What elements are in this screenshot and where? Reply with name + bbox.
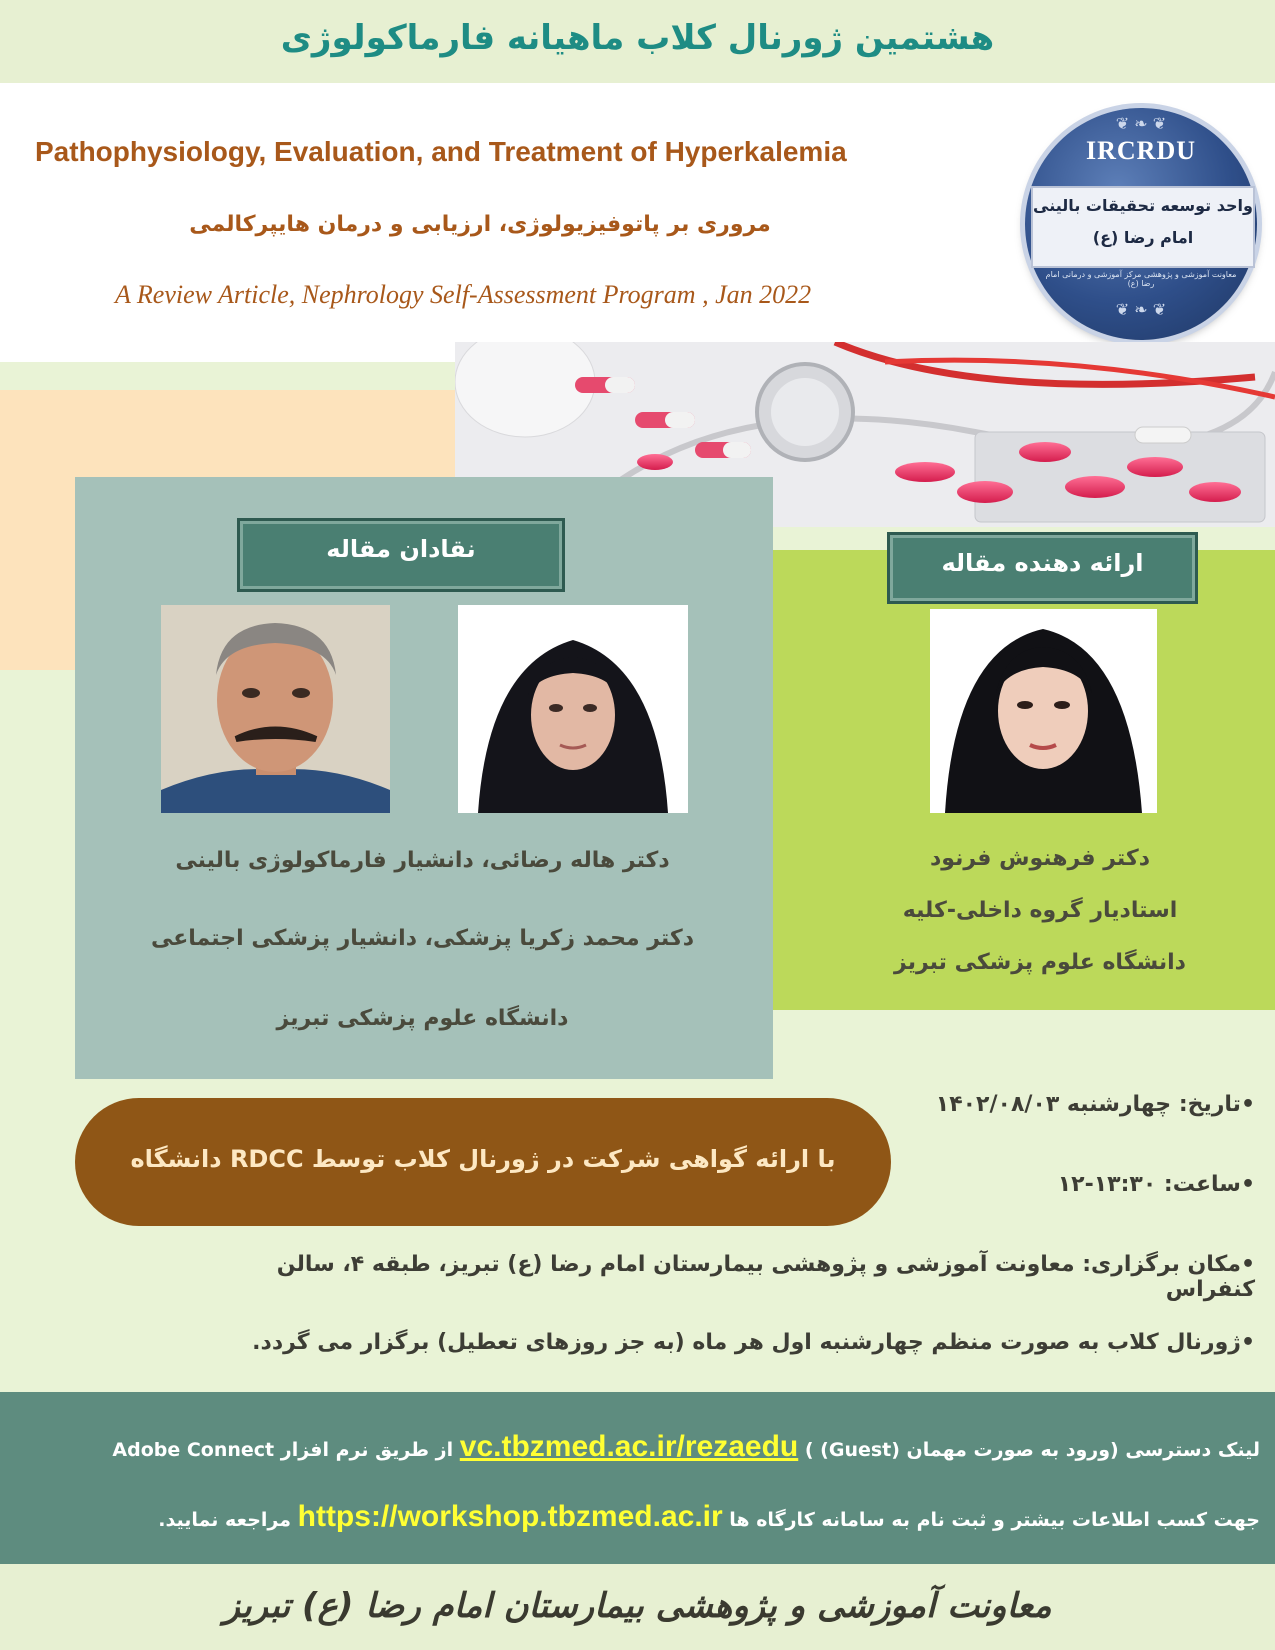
article-source: A Review Article, Nephrology Self-Assessment Program , Jan 2022 [115, 280, 812, 309]
presenter-photo [930, 609, 1157, 813]
logo-bottom-text: معاونت آموزشی و پژوهشی مرکز آموزشی و درمانی امام رضا (ع) [1045, 270, 1237, 288]
event-date-text: تاریخ: چهارشنبه ۱۴۰۲/۰۸/۰۳ [935, 1092, 1241, 1117]
access-row2-suffix: مراجعه نمایید. [158, 1509, 291, 1531]
vc-link[interactable]: vc.tbzmed.ac.ir/rezaedu [459, 1430, 799, 1463]
presenter-line-3: دانشگاه علوم پزشکی تبریز [894, 950, 1186, 975]
presenter-line-1: دکتر فرهنوش فرنود [930, 846, 1150, 871]
critic-line-2: دکتر محمد زکریا پزشکی، دانشیار پزشکی اجتماعی [151, 926, 694, 951]
event-place-text: مکان برگزاری: معاونت آموزشی و پژوهشی بیمارستان امام رضا (ع) تبریز، طبقه ۴، سالن کنفراس [276, 1252, 1255, 1302]
event-date [880, 1092, 1255, 1117]
presenter-label [887, 532, 1198, 604]
critic-line-1: دکتر هاله رضائی، دانشیار فارماکولوژی بالینی [175, 848, 670, 873]
access-row-2 [0, 1500, 1260, 1534]
logo-line-1: واحد توسعه تحقیقات بالینی [1033, 196, 1253, 215]
footer-text: معاونت آموزشی و پژوهشی بیمارستان امام رضا (ع) تبریز [223, 1586, 1052, 1626]
critic-line-3: دانشگاه علوم پزشکی تبریز [276, 1006, 569, 1031]
event-time-text: ساعت: ۱۳:۳۰-۱۲ [1057, 1172, 1241, 1197]
critic-photo-female [458, 605, 688, 813]
ornament-icon: ❦ ❧ ❦ [1115, 114, 1167, 133]
article-title-en: Pathophysiology, Evaluation, and Treatment of Hyperkalemia [35, 136, 847, 167]
critic-photo-male [161, 605, 390, 813]
critics-label [237, 518, 565, 592]
logo-acronym: IRCRDU [1086, 136, 1196, 165]
portrait-female-icon [458, 605, 688, 813]
workshop-link[interactable]: https://workshop.tbzmed.ac.ir [297, 1500, 723, 1533]
access-box [0, 1392, 1275, 1564]
article-title-fa: مروری بر پاتوفیزیولوژی، ارزیابی و درمان هایپرکالمی [189, 212, 771, 237]
event-schedule-text: ژورنال کلاب به صورت منظم چهارشنبه اول هر ماه (به جز روزهای تعطیل) برگزار می گردد. [252, 1330, 1241, 1355]
page-title: هشتمین ژورنال کلاب ماهیانه فارماکولوژی [280, 18, 995, 58]
footer-band [0, 1564, 1275, 1650]
ornament-icon: ❦ ❧ ❦ [1115, 300, 1167, 319]
access-row1-suffix: از طریق نرم افزار Adobe Connect [112, 1439, 454, 1461]
portrait-female-icon [930, 609, 1157, 813]
access-row2-prefix: جهت کسب اطلاعات بیشتر و ثبت نام به سامانه کارگاه ها [729, 1509, 1260, 1531]
logo-card [1031, 186, 1255, 268]
event-time [880, 1172, 1255, 1197]
logo-line-2: امام رضا (ع) [1092, 228, 1194, 247]
event-place [200, 1252, 1255, 1302]
portrait-male-icon [161, 605, 390, 813]
certificate-banner [75, 1098, 891, 1226]
presenter-line-2: استادیار گروه داخلی-کلیه [902, 898, 1178, 923]
critics-label-text: نقادان مقاله [326, 535, 476, 563]
certificate-text: با ارائه گواهی شرکت در ژورنال کلاب توسط RDCC دانشگاه [130, 1145, 836, 1173]
access-row1-prefix: لینک دسترسی (ورود به صورت مهمان (Guest) ) [804, 1439, 1260, 1461]
access-row-1 [0, 1430, 1260, 1464]
presenter-label-text: ارائه دهنده مقاله [941, 549, 1144, 577]
event-schedule [200, 1330, 1255, 1355]
ircrdu-logo [1025, 108, 1257, 340]
